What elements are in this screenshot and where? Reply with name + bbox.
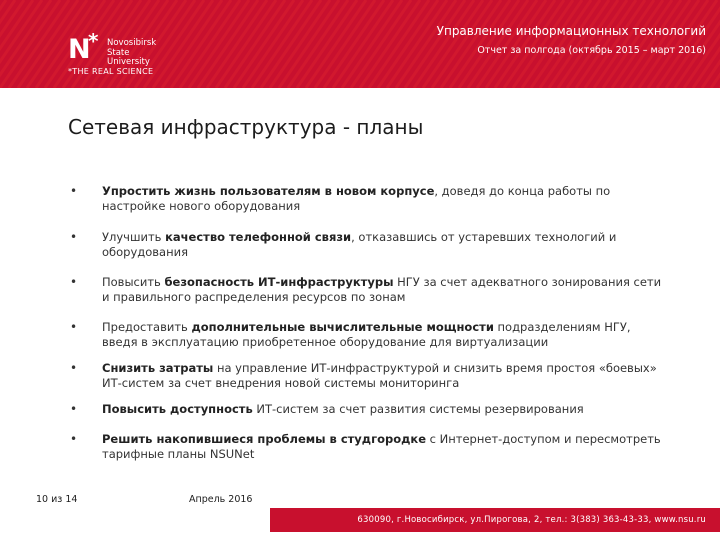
bullet-text-emphasis: безопасность ИТ-инфраструктуры: [164, 275, 394, 289]
bullet-text-lead: Повысить: [102, 275, 165, 289]
bullet-text-emphasis: Решить накопившиеся проблемы в студгородке: [102, 432, 427, 446]
bullet-text-emphasis: качество телефонной связи: [165, 230, 352, 244]
bullet-text: [102, 432, 662, 462]
bullet-icon: •: [70, 432, 78, 446]
page-number: 10 из 14: [36, 494, 78, 505]
bullet-text: [102, 402, 662, 417]
bullet-text: [102, 184, 662, 214]
bullet-text-rest: на управление ИТ-инфраструктурой и снизить время простоя «боевых» ИТ-систем за счет внедрения новой системы мониторинга: [102, 361, 657, 390]
logo-letter: N: [68, 34, 91, 65]
bullet-text-lead: Улучшить: [102, 230, 166, 244]
logo-line-3: University: [107, 57, 150, 67]
header-band: [0, 0, 720, 88]
bullet-text-emphasis: Упростить жизнь пользователям в новом корпусе: [102, 184, 435, 198]
bullet-text-rest: НГУ за счет адекватного зонирования сети и правильного распределения ресурсов по зонам: [102, 275, 662, 304]
bullet-icon: •: [70, 320, 78, 334]
bullet-text-rest: , отказавшись от устаревших технологий и оборудования: [102, 230, 617, 259]
logo-line-2: State: [107, 47, 130, 58]
report-subtitle: Отчет за полгода (октябрь 2015 – март 2016): [477, 45, 706, 56]
bullet-text-emphasis: Повысить доступность: [102, 402, 253, 416]
bullet-text-lead: Предоставить: [102, 320, 192, 334]
slide-title: Сетевая инфраструктура - планы: [68, 115, 424, 139]
bullet-icon: •: [70, 275, 78, 289]
bullet-text: [102, 361, 662, 391]
bullet-text-rest: подразделениям НГУ, введя в эксплуатацию приобретенное оборудование для виртуализации: [102, 320, 631, 349]
bullet-text-emphasis: Снизить затраты: [102, 361, 214, 375]
bullet-text: [102, 275, 662, 305]
bullet-icon: •: [70, 402, 78, 416]
logo-university-name: [107, 39, 167, 68]
bullet-text-emphasis: дополнительные вычислительные мощности: [191, 320, 494, 334]
logo-tagline: *THE REAL SCIENCE: [68, 67, 154, 76]
bullet-text: [102, 230, 662, 260]
logo-line-1: Novosibirsk: [107, 38, 157, 48]
bullet-text-rest: , доведя до конца работы по настройке нового оборудования: [102, 184, 611, 213]
footer-address: 630090, г.Новосибирск, ул.Пирогова, 2, тел.: 3(383) 363-43-33, www.nsu.ru: [357, 515, 706, 525]
logo-star-icon: *: [88, 29, 99, 53]
bullet-text-rest: с Интернет-доступом и пересмотреть тарифные планы NSUNet: [102, 432, 661, 461]
bullet-text-rest: ИТ-систем за счет развития системы резервирования: [252, 402, 584, 416]
bullet-icon: •: [70, 230, 78, 244]
bullet-icon: •: [70, 361, 78, 375]
bullet-icon: •: [70, 184, 78, 198]
department-title: Управление информационных технологий: [436, 24, 706, 38]
bullet-text: [102, 320, 662, 350]
slide-date: Апрель 2016: [189, 494, 253, 505]
